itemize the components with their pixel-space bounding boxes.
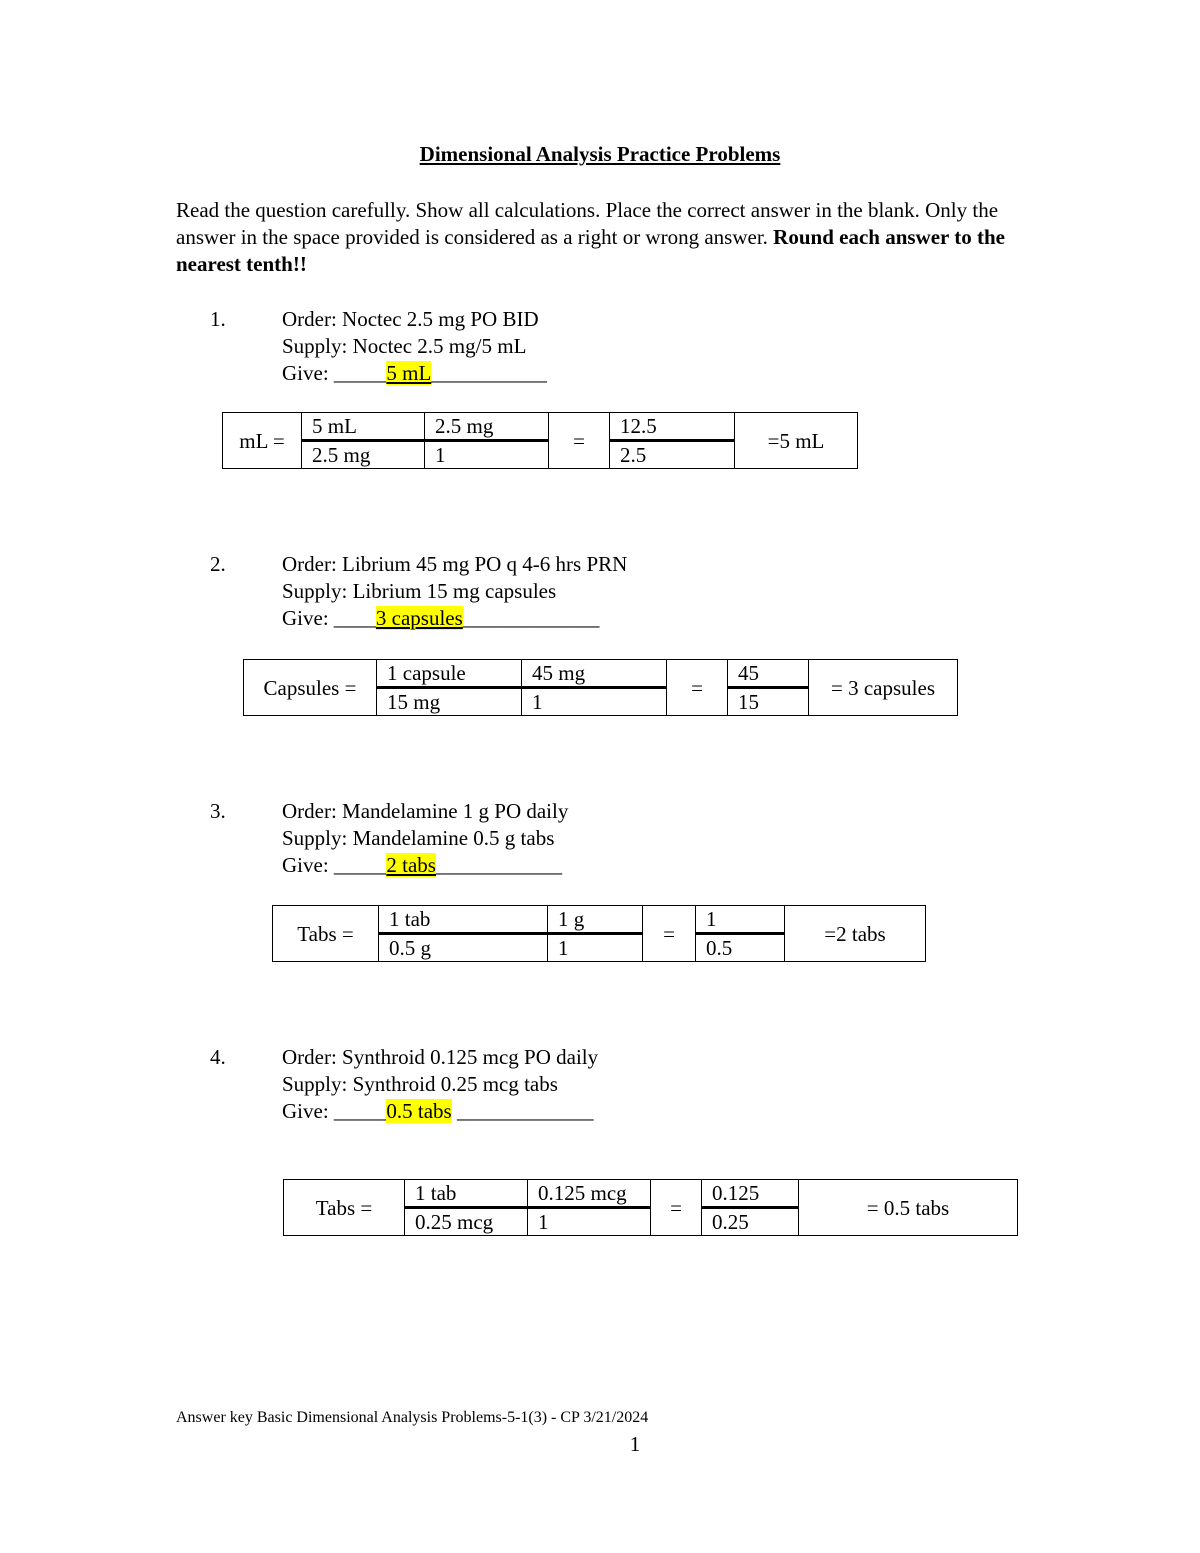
give-label: Give: ____ — [282, 606, 376, 630]
supply-line: Supply: Librium 15 mg capsules — [282, 579, 557, 603]
supply-line: Supply: Noctec 2.5 mg/5 mL — [282, 334, 527, 358]
give-line — [282, 1098, 598, 1125]
give-trailing: ___________ — [431, 361, 547, 385]
calculation-table — [283, 1179, 1018, 1236]
problem-number: 4. — [210, 1045, 226, 1069]
instructions-text: Read the question carefully. Show all calculations. Place the correct answer in the blank. Only the answer in the space provided is considered as a right or wrong answer. — [176, 198, 999, 249]
calc-result: =5 mL — [735, 413, 858, 469]
instructions-bold: Round each answer to the nearest tenth!! — [176, 225, 1005, 276]
give-trailing: _____________ — [451, 1099, 594, 1123]
calc-result-denominator: 0.25 — [702, 1208, 799, 1236]
calculation-table — [222, 412, 858, 469]
calc-equals: = — [667, 660, 728, 716]
answer-highlight: 5 mL — [386, 361, 432, 385]
calc-numerator-2: 2.5 mg — [425, 413, 549, 441]
problem-number: 2. — [210, 552, 226, 576]
calc-denominator-2: 1 — [548, 934, 643, 962]
give-line — [282, 605, 627, 632]
answer-highlight: 0.5 tabs — [386, 1099, 452, 1123]
order-line: Order: Noctec 2.5 mg PO BID — [282, 307, 539, 331]
give-line — [282, 360, 547, 387]
problem-number: 3. — [210, 799, 226, 823]
calc-numerator-1: 1 tab — [405, 1180, 528, 1208]
calculation-table — [243, 659, 958, 716]
calc-result-numerator: 1 — [696, 906, 785, 934]
page-number: 1 — [629, 1432, 641, 1456]
calc-denominator-2: 1 — [425, 441, 549, 469]
give-trailing: _____________ — [462, 606, 600, 630]
order-line: Order: Synthroid 0.125 mcg PO daily — [282, 1045, 599, 1069]
calc-result-numerator: 0.125 — [702, 1180, 799, 1208]
problem-number: 1. — [210, 307, 226, 331]
calc-result-numerator: 45 — [728, 660, 809, 688]
give-trailing: ____________ — [435, 853, 562, 877]
order-line: Order: Librium 45 mg PO q 4-6 hrs PRN — [282, 552, 628, 576]
instructions — [176, 197, 1036, 278]
give-label: Give: _____ — [282, 853, 387, 877]
calc-result-denominator: 2.5 — [610, 441, 735, 469]
answer-highlight: 2 tabs — [386, 853, 436, 877]
calc-result-denominator: 15 — [728, 688, 809, 716]
page-title: Dimensional Analysis Practice Problems — [419, 142, 781, 166]
supply-line: Supply: Mandelamine 0.5 g tabs — [282, 826, 555, 850]
calc-numerator-2: 45 mg — [522, 660, 667, 688]
calc-denominator-1: 15 mg — [377, 688, 522, 716]
order-line: Order: Mandelamine 1 g PO daily — [282, 799, 569, 823]
calc-denominator-1: 0.25 mcg — [405, 1208, 528, 1236]
answer-highlight: 3 capsules — [375, 606, 463, 630]
calc-numerator-2: 1 g — [548, 906, 643, 934]
calc-result-numerator: 12.5 — [610, 413, 735, 441]
supply-line: Supply: Synthroid 0.25 mcg tabs — [282, 1072, 558, 1096]
calc-denominator-2: 1 — [528, 1208, 651, 1236]
calc-denominator-1: 0.5 g — [379, 934, 548, 962]
calc-label: mL = — [223, 413, 302, 469]
calc-denominator-2: 1 — [522, 688, 667, 716]
calc-equals: = — [549, 413, 610, 469]
calc-numerator-1: 5 mL — [302, 413, 425, 441]
give-line — [282, 852, 568, 879]
calc-label: Tabs = — [273, 906, 379, 962]
calculation-table — [272, 905, 926, 962]
calc-numerator-2: 0.125 mcg — [528, 1180, 651, 1208]
calc-numerator-1: 1 tab — [379, 906, 548, 934]
calc-result: = 3 capsules — [809, 660, 958, 716]
calc-equals: = — [643, 906, 696, 962]
calc-numerator-1: 1 capsule — [377, 660, 522, 688]
calc-label: Capsules = — [244, 660, 377, 716]
give-label: Give: _____ — [282, 361, 387, 385]
footer-text: Answer key Basic Dimensional Analysis Problems-5-1(3) - CP 3/21/2024 — [176, 1409, 649, 1426]
calc-result: = 0.5 tabs — [799, 1180, 1018, 1236]
give-label: Give: _____ — [282, 1099, 387, 1123]
calc-label: Tabs = — [284, 1180, 405, 1236]
calc-equals: = — [651, 1180, 702, 1236]
calc-denominator-1: 2.5 mg — [302, 441, 425, 469]
calc-result-denominator: 0.5 — [696, 934, 785, 962]
calc-result: =2 tabs — [785, 906, 926, 962]
